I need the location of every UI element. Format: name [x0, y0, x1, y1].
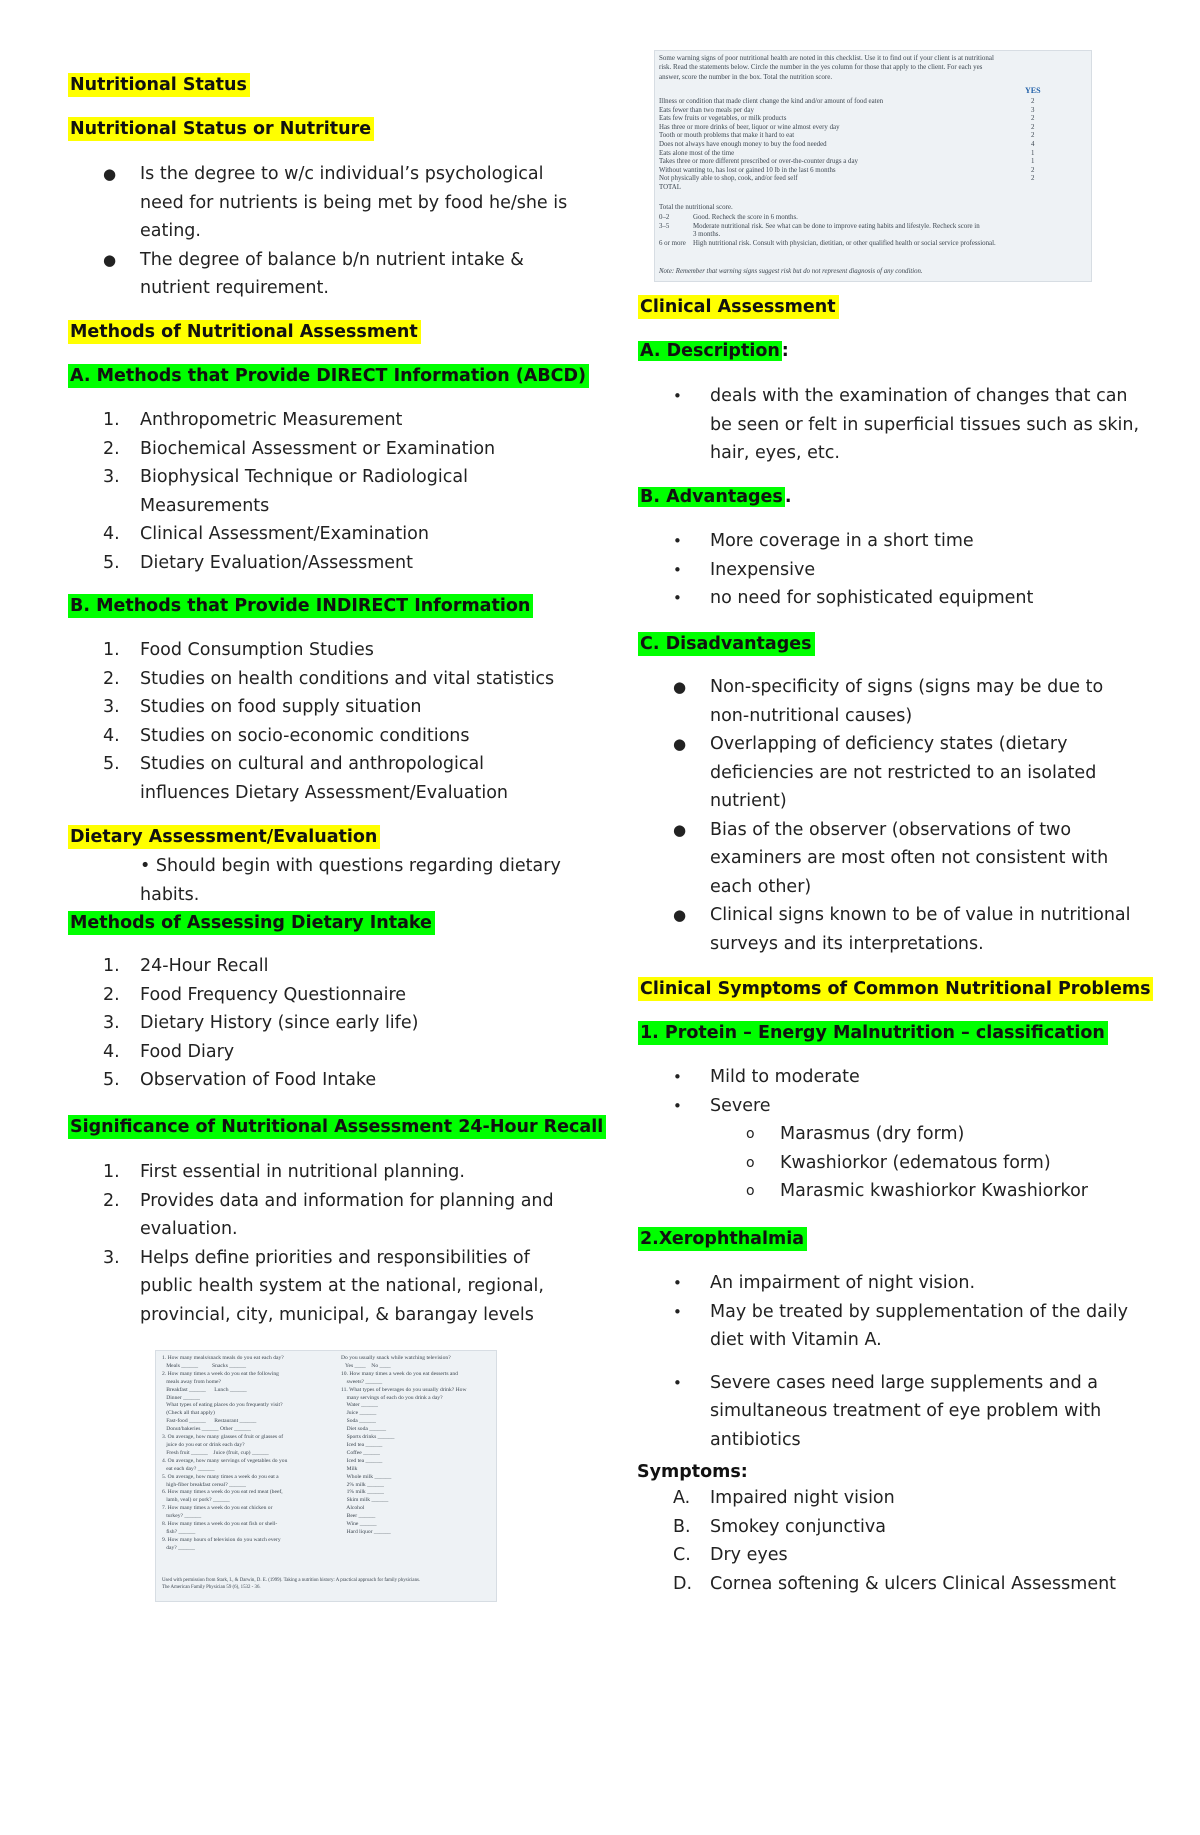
checklist-score: 4 [1031, 140, 1035, 148]
list-item: D. Cornea softening & ulcers Clinical Assessment [673, 1573, 1117, 1594]
checklist-row [659, 115, 1087, 124]
disadvantages-heading: C. Disadvantages [638, 632, 815, 656]
list-item: 2. Biochemical Assessment or Examination [103, 438, 496, 459]
checklist-row [659, 124, 1087, 133]
list-item: • Mild to moderate [640, 1063, 1140, 1092]
checklist-statement: Has three or more drinks of beer, liquor or wine almost every day [659, 123, 840, 131]
list-item: 3. Helps define priorities and responsibilities of public health system at the national, regional, provincial, city, municipal, & barangay levels [103, 1247, 544, 1325]
indirect-methods-heading: B. Methods that Provide INDIRECT Information [68, 594, 533, 618]
list-item: ● Is the degree to w/c individual’s psychological need for nutrients is being met by food he/she is eating. [70, 160, 570, 246]
checklist-row [659, 132, 1087, 141]
advantages-list [640, 527, 1140, 613]
list-item: • Severe cases need large supplements and a simultaneous treatment of eye problem with antibiotics [640, 1369, 1140, 1455]
list-item: o Marasmic kwashiorkor Kwashiorkor [640, 1177, 1140, 1206]
bullet-icon: • [673, 387, 682, 405]
checklist-statement: Takes three or more different prescribed or over-the-counter drugs a day [659, 158, 858, 166]
list-item: B. Smokey conjunctiva [673, 1516, 886, 1537]
assessing-intake-heading: Methods of Assessing Dietary Intake [68, 911, 435, 935]
list-item: ● Non-specificity of signs (signs may be due to non-nutritional causes) [640, 673, 1140, 730]
checklist-statement: Eats alone most of the time [659, 149, 735, 157]
list-item: ● Bias of the observer (observations of two examiners are most often not consistent with each other) [640, 816, 1140, 902]
checklist-statement: Does not always have enough money to buy the food needed [659, 140, 827, 148]
checklist-row [659, 150, 1087, 159]
circle-bullet-icon: o [746, 1126, 755, 1142]
list-item: • An impairment of night vision. [640, 1269, 1140, 1298]
advantages-dot: . [784, 487, 792, 507]
list-item: • May be treated by supplementation of the daily diet with Vitamin A. [640, 1298, 1140, 1355]
direct-methods-list [70, 406, 520, 577]
description-list [640, 382, 1140, 468]
bullet-icon: ● [673, 735, 687, 753]
bullet-icon: • [673, 589, 682, 607]
checklist-scores [659, 214, 1087, 248]
xerophthalmia-heading: 2.Xerophthalmia [638, 1227, 807, 1251]
pem-list [640, 1063, 1140, 1206]
checklist-score: 2 [1031, 123, 1035, 131]
dietary-assessment-note: • Should begin with questions regarding dietary habits. [140, 856, 561, 905]
xerophthalmia-list [640, 1269, 1140, 1454]
list-item: 5. Studies on cultural and anthropological influences Dietary Assessment/Evaluation [103, 754, 509, 803]
clinical-assessment-heading: Clinical Assessment [638, 295, 839, 319]
list-item: • More coverage in a short time [640, 527, 1140, 556]
list-item: A. Impaired night vision [673, 1488, 895, 1508]
significance-list [70, 1158, 570, 1329]
score-range: 0–2 [659, 214, 670, 221]
list-item: 2. Food Frequency Questionnaire [103, 984, 407, 1005]
score-meaning: Good. Recheck the score in 6 months. [693, 214, 798, 221]
checklist-score-title: Total the nutritional score. [659, 203, 733, 211]
checklist-score: 2 [1031, 166, 1035, 174]
checklist-row [659, 184, 1087, 193]
score-range: 3–5 [659, 222, 670, 230]
checklist-note: Note: Remember that warning signs suggest risk but do not represent diagnosis of any condition. [659, 268, 923, 275]
checklist-yes-label: YES [1025, 86, 1041, 95]
checklist-row [659, 141, 1087, 150]
dietary-questionnaire-figure [155, 1350, 497, 1602]
list-item: 4. Clinical Assessment/Examination [103, 524, 429, 544]
checklist-row [659, 167, 1087, 176]
bullet-icon: • [673, 1274, 682, 1292]
checklist-row [659, 107, 1087, 116]
assessing-intake-list [70, 952, 520, 1095]
dietary-assessment-heading: Dietary Assessment/Evaluation [68, 825, 380, 849]
list-item: 3. Biophysical Technique or Radiological Measurements [103, 467, 468, 516]
description-heading: A. Description [640, 341, 780, 361]
document-title: Nutritional Status [68, 73, 250, 97]
checklist-intro: Some warning signs of poor nutritional health are noted in this checklist. Use it to find out if your client is at nutritional risk. Read the statements below. Circle the number in the yes column for those that apply to the client. For each yes answer, score the number in the box. Total the nutrition score. [659, 54, 994, 81]
score-meaning: Moderate nutritional risk. See what can be done to improve eating habits and lifestyle. Recheck score in 3 months. [693, 222, 980, 239]
pem-heading: 1. Protein – Energy Malnutrition – classification [638, 1021, 1108, 1045]
list-item: 3. Studies on food supply situation [103, 697, 422, 717]
list-item: ● Overlapping of deficiency states (dietary deficiencies are not restricted to an isolated nutrient) [640, 730, 1140, 816]
list-item: 1. Food Consumption Studies [103, 640, 374, 660]
questionnaire-right-text: Do you usually snack while watching television? Yes ____ No ____ 10. How many times a week do you eat desserts and sweets? ______ 11. What types of beverages do you usually drink? How many servings of each do you drink a day? Water ______ Juice ______ Soda ______ Diet soda ______ Sports drinks ______ Iced tea ______ Coffee ______ Iced tea ______ Milk Whole milk ______ 2% milk ______ 1% milk ______ Skim milk ______ Alcohol Beer ______ Wine ______ Hard liquor ______ [341, 1355, 467, 1535]
clinical-symptoms-heading: Clinical Symptoms of Common Nutritional Problems [638, 977, 1153, 1001]
list-item: 1. First essential in nutritional planning. [103, 1162, 465, 1182]
bullet-icon: • [673, 1068, 682, 1086]
checklist-statement: TOTAL [659, 183, 681, 191]
checklist-score: 2 [1031, 115, 1035, 123]
list-item: 1. Anthropometric Measurement [103, 410, 403, 430]
list-item: • no need for sophisticated equipment [640, 584, 1140, 613]
bullet-icon: • [673, 1096, 682, 1115]
checklist-statement: Not physically able to shop, cook, and/or feed self [659, 175, 798, 183]
nutrition-checklist-figure [654, 50, 1092, 282]
list-item: ● The degree of balance b/n nutrient intake & nutrient requirement. [70, 246, 570, 303]
checklist-statement: Without wanting to, has lost or gained 10 lb in the last 6 months [659, 166, 836, 174]
score-meaning: High nutritional risk. Consult with physician, dietitian, or other qualified health or social service professional. [693, 239, 996, 247]
advantages-heading: B. Advantages [640, 487, 783, 507]
nutritional-status-heading: Nutritional Status or Nutriture [68, 117, 374, 141]
bullet-icon: • [673, 532, 682, 550]
nutritional-status-definitions [70, 160, 570, 303]
list-item: 5. Observation of Food Intake [103, 1070, 377, 1090]
significance-heading: Significance of Nutritional Assessment 24-Hour Recall [68, 1115, 606, 1139]
bullet-icon: • [673, 1302, 682, 1321]
list-item: • Inexpensive [640, 556, 1140, 585]
circle-bullet-icon: o [746, 1154, 755, 1171]
description-colon: : [781, 341, 789, 361]
checklist-row [659, 158, 1087, 167]
advantages-heading-wrap [638, 485, 791, 509]
checklist-rows [659, 98, 1087, 193]
list-item: 3. Dietary History (since early life) [103, 1013, 419, 1033]
checklist-statement: Eats fewer than two meals per day [659, 106, 754, 114]
checklist-statement: Eats few fruits or vegetables, or milk products [659, 115, 787, 123]
score-range: 6 or more [659, 239, 686, 247]
checklist-row [659, 98, 1087, 107]
list-item: 5. Dietary Evaluation/Assessment [103, 552, 414, 573]
list-item: o Kwashiorkor (edematous form) [640, 1149, 1140, 1178]
checklist-score: 2 [1031, 175, 1035, 183]
checklist-score: 1 [1031, 149, 1035, 157]
direct-methods-heading: A. Methods that Provide DIRECT Information (ABCD) [68, 364, 589, 388]
bullet-icon: ● [103, 165, 117, 183]
checklist-score: 2 [1031, 98, 1035, 105]
checklist-score-band [659, 240, 1087, 249]
symptoms-list [640, 1484, 1140, 1598]
list-item: 4. Studies on socio-economic conditions [103, 725, 470, 746]
list-item: ● Clinical signs known to be of value in nutritional surveys and its interpretations. [640, 901, 1140, 958]
checklist-score: 1 [1031, 158, 1035, 166]
checklist-score-band [659, 214, 1087, 223]
checklist-row [659, 175, 1087, 184]
bullet-icon: ● [103, 250, 117, 269]
checklist-statement: Tooth or mouth problems that make it hard to eat [659, 132, 795, 140]
bullet-icon: ● [673, 820, 687, 839]
disadvantages-list [640, 673, 1140, 958]
bullet-icon: ● [673, 906, 687, 924]
checklist-score: 3 [1031, 106, 1035, 114]
circle-bullet-icon: o [746, 1183, 755, 1199]
description-heading-wrap [638, 339, 789, 363]
bullet-icon: ● [673, 678, 687, 696]
list-item: 1. 24-Hour Recall [103, 956, 269, 976]
list-item: 2. Studies on health conditions and vital statistics [103, 668, 555, 689]
list-item: • Severe [640, 1092, 1140, 1121]
bullet-icon: • [673, 560, 682, 579]
list-item: 2. Provides data and information for planning and evaluation. [103, 1190, 554, 1239]
questionnaire-caption: Used with permission from Stark, I., & Darwin, D. E. (1999). Taking a nutrition history: A practical approach for family physicians. The American Family Physician 59 (6), 1532 - 36. [162, 1578, 421, 1590]
symptoms-label: Symptoms: [637, 1462, 748, 1482]
list-item: 4. Food Diary [103, 1041, 235, 1062]
questionnaire-left-text: 1. How many meals/snack meals do you eat each day? Meals ______ Snacks ______ 2. How many times a week do you eat the following meals away from home? Breakfast ______ Lunch ______ Dinner ______ What types of eating places do you frequently visit? (Check all that apply) Fast-food ______ Restaurant ______ Donut/bakeries ______ Other ______ 3. On average, how many glasses of fruit or glasses of juice do you eat or drink each day? Fresh fruit ______ Juice (fruit, cup) ______ 4. On average, how many servings of vegetables do you eat each day? ______ 5. On average, how many times a week do you eat a high-fiber breakfast cereal? ______ 6. How many times a week do you eat red meat (beef, lamb, veal) or pork? ______ 7. How many times a week do you eat chicken or turkey? ______ 8. How many times a week do you eat fish or shell- fish? ______ 9. How many hours of television do you watch every day? ______ [162, 1355, 288, 1551]
checklist-score-band [659, 223, 1087, 240]
list-item: C. Dry eyes [673, 1545, 788, 1565]
indirect-methods-list [70, 636, 560, 807]
checklist-statement: Illness or condition that made client change the kind and/or amount of food eaten [659, 98, 884, 105]
methods-heading: Methods of Nutritional Assessment [68, 320, 421, 344]
checklist-score: 2 [1031, 132, 1035, 140]
list-item: • deals with the examination of changes that can be seen or felt in superficial tissues such as skin, hair, eyes, etc. [640, 382, 1140, 468]
list-item: o Marasmus (dry form) [640, 1120, 1140, 1149]
bullet-icon: • [673, 1373, 682, 1392]
